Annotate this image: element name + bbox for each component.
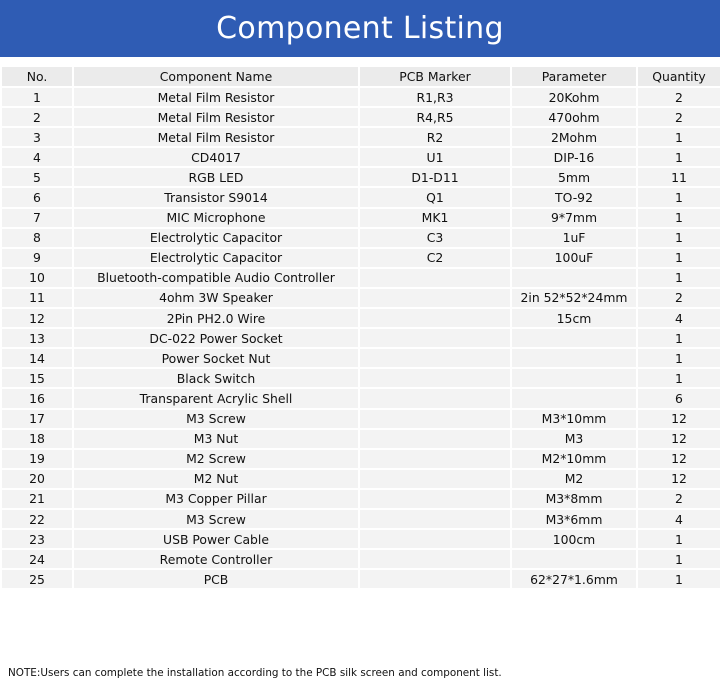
cell-no: 21: [1, 489, 73, 509]
cell-component-name: Electrolytic Capacitor: [73, 228, 359, 248]
cell-no: 25: [1, 569, 73, 589]
cell-no: 20: [1, 469, 73, 489]
cell-component-name: Bluetooth-compatible Audio Controller: [73, 268, 359, 288]
cell-pcb-marker: [359, 268, 511, 288]
table-row: [1, 429, 720, 449]
cell-component-name: M3 Screw: [73, 409, 359, 429]
table-row: [1, 368, 720, 388]
cell-quantity: 1: [637, 208, 720, 228]
cell-no: 7: [1, 208, 73, 228]
cell-pcb-marker: Q1: [359, 187, 511, 207]
cell-component-name: CD4017: [73, 147, 359, 167]
cell-component-name: Transparent Acrylic Shell: [73, 388, 359, 408]
cell-pcb-marker: [359, 509, 511, 529]
cell-no: 9: [1, 248, 73, 268]
table-row: [1, 509, 720, 529]
table-row: [1, 107, 720, 127]
table-row: [1, 167, 720, 187]
cell-quantity: 11: [637, 167, 720, 187]
cell-no: 22: [1, 509, 73, 529]
table-row: [1, 228, 720, 248]
cell-pcb-marker: [359, 529, 511, 549]
table-row: [1, 489, 720, 509]
cell-pcb-marker: [359, 449, 511, 469]
cell-no: 13: [1, 328, 73, 348]
cell-parameter: TO-92: [511, 187, 637, 207]
cell-parameter: M3*6mm: [511, 509, 637, 529]
cell-pcb-marker: R2: [359, 127, 511, 147]
column-header-component-name: Component Name: [73, 66, 359, 87]
installation-note: NOTE:Users can complete the installation according to the PCB silk screen and component list.: [8, 667, 502, 679]
cell-quantity: 1: [637, 127, 720, 147]
cell-quantity: 4: [637, 308, 720, 328]
cell-parameter: M2*10mm: [511, 449, 637, 469]
table-row: [1, 248, 720, 268]
cell-parameter: 62*27*1.6mm: [511, 569, 637, 589]
cell-parameter: 15cm: [511, 308, 637, 328]
cell-parameter: 470ohm: [511, 107, 637, 127]
cell-parameter: 5mm: [511, 167, 637, 187]
cell-no: 12: [1, 308, 73, 328]
cell-quantity: 1: [637, 569, 720, 589]
cell-no: 4: [1, 147, 73, 167]
component-table-container: [0, 65, 720, 590]
cell-component-name: Black Switch: [73, 368, 359, 388]
cell-quantity: 1: [637, 328, 720, 348]
table-row: [1, 308, 720, 328]
table-row: [1, 127, 720, 147]
cell-quantity: 6: [637, 388, 720, 408]
cell-parameter: [511, 368, 637, 388]
cell-quantity: 2: [637, 87, 720, 107]
title-banner: [0, 0, 720, 57]
cell-quantity: 2: [637, 489, 720, 509]
page-title: Component Listing: [216, 11, 504, 46]
cell-component-name: Remote Controller: [73, 549, 359, 569]
table-row: [1, 529, 720, 549]
cell-parameter: M3*10mm: [511, 409, 637, 429]
column-header-no: No.: [1, 66, 73, 87]
cell-pcb-marker: C2: [359, 248, 511, 268]
table-row: [1, 449, 720, 469]
table-row: [1, 388, 720, 408]
cell-no: 6: [1, 187, 73, 207]
cell-parameter: M2: [511, 469, 637, 489]
cell-parameter: M3: [511, 429, 637, 449]
cell-pcb-marker: U1: [359, 147, 511, 167]
cell-quantity: 1: [637, 529, 720, 549]
column-header-pcb-marker: PCB Marker: [359, 66, 511, 87]
table-row: [1, 569, 720, 589]
cell-pcb-marker: [359, 288, 511, 308]
cell-parameter: [511, 328, 637, 348]
cell-component-name: Transistor S9014: [73, 187, 359, 207]
cell-pcb-marker: [359, 569, 511, 589]
cell-no: 18: [1, 429, 73, 449]
cell-quantity: 12: [637, 409, 720, 429]
cell-no: 11: [1, 288, 73, 308]
cell-component-name: Metal Film Resistor: [73, 107, 359, 127]
cell-pcb-marker: [359, 388, 511, 408]
cell-quantity: 12: [637, 429, 720, 449]
cell-no: 5: [1, 167, 73, 187]
cell-component-name: 2Pin PH2.0 Wire: [73, 308, 359, 328]
cell-component-name: DC-022 Power Socket: [73, 328, 359, 348]
cell-pcb-marker: MK1: [359, 208, 511, 228]
cell-parameter: 2Mohm: [511, 127, 637, 147]
cell-component-name: Power Socket Nut: [73, 348, 359, 368]
cell-pcb-marker: [359, 469, 511, 489]
cell-no: 17: [1, 409, 73, 429]
cell-component-name: 4ohm 3W Speaker: [73, 288, 359, 308]
cell-parameter: [511, 549, 637, 569]
table-body: [1, 87, 720, 589]
cell-pcb-marker: R1,R3: [359, 87, 511, 107]
cell-parameter: 1uF: [511, 228, 637, 248]
cell-quantity: 1: [637, 549, 720, 569]
cell-parameter: DIP-16: [511, 147, 637, 167]
table-row: [1, 328, 720, 348]
cell-quantity: 4: [637, 509, 720, 529]
cell-parameter: [511, 348, 637, 368]
cell-component-name: MIC Microphone: [73, 208, 359, 228]
cell-pcb-marker: D1-D11: [359, 167, 511, 187]
column-header-quantity: Quantity: [637, 66, 720, 87]
cell-quantity: 12: [637, 449, 720, 469]
cell-no: 8: [1, 228, 73, 248]
cell-no: 14: [1, 348, 73, 368]
cell-no: 1: [1, 87, 73, 107]
cell-pcb-marker: [359, 368, 511, 388]
cell-pcb-marker: [359, 549, 511, 569]
cell-no: 16: [1, 388, 73, 408]
cell-parameter: 2in 52*52*24mm: [511, 288, 637, 308]
cell-no: 2: [1, 107, 73, 127]
table-row: [1, 348, 720, 368]
cell-component-name: Metal Film Resistor: [73, 127, 359, 147]
column-header-parameter: Parameter: [511, 66, 637, 87]
cell-component-name: Metal Film Resistor: [73, 87, 359, 107]
cell-pcb-marker: R4,R5: [359, 107, 511, 127]
table-row: [1, 187, 720, 207]
component-table: [0, 65, 720, 590]
cell-parameter: 100uF: [511, 248, 637, 268]
cell-component-name: RGB LED: [73, 167, 359, 187]
cell-no: 24: [1, 549, 73, 569]
cell-no: 23: [1, 529, 73, 549]
cell-pcb-marker: [359, 308, 511, 328]
cell-quantity: 1: [637, 348, 720, 368]
table-row: [1, 208, 720, 228]
cell-no: 3: [1, 127, 73, 147]
cell-quantity: 2: [637, 107, 720, 127]
cell-parameter: 20Kohm: [511, 87, 637, 107]
cell-quantity: 1: [637, 248, 720, 268]
table-row: [1, 268, 720, 288]
cell-quantity: 2: [637, 288, 720, 308]
cell-component-name: Electrolytic Capacitor: [73, 248, 359, 268]
cell-parameter: [511, 268, 637, 288]
cell-pcb-marker: [359, 348, 511, 368]
table-row: [1, 147, 720, 167]
table-row: [1, 288, 720, 308]
cell-parameter: 100cm: [511, 529, 637, 549]
cell-component-name: M2 Screw: [73, 449, 359, 469]
table-row: [1, 469, 720, 489]
cell-pcb-marker: [359, 489, 511, 509]
cell-pcb-marker: [359, 409, 511, 429]
cell-quantity: 1: [637, 368, 720, 388]
table-header-row: [1, 66, 720, 87]
cell-component-name: M3 Copper Pillar: [73, 489, 359, 509]
cell-quantity: 1: [637, 187, 720, 207]
cell-component-name: M2 Nut: [73, 469, 359, 489]
cell-quantity: 12: [637, 469, 720, 489]
cell-no: 19: [1, 449, 73, 469]
cell-quantity: 1: [637, 268, 720, 288]
cell-no: 10: [1, 268, 73, 288]
table-row: [1, 549, 720, 569]
cell-pcb-marker: C3: [359, 228, 511, 248]
cell-component-name: PCB: [73, 569, 359, 589]
cell-no: 15: [1, 368, 73, 388]
cell-parameter: M3*8mm: [511, 489, 637, 509]
cell-component-name: M3 Nut: [73, 429, 359, 449]
table-row: [1, 409, 720, 429]
cell-component-name: USB Power Cable: [73, 529, 359, 549]
cell-pcb-marker: [359, 328, 511, 348]
cell-parameter: 9*7mm: [511, 208, 637, 228]
cell-quantity: 1: [637, 147, 720, 167]
cell-parameter: [511, 388, 637, 408]
cell-quantity: 1: [637, 228, 720, 248]
cell-pcb-marker: [359, 429, 511, 449]
cell-component-name: M3 Screw: [73, 509, 359, 529]
table-row: [1, 87, 720, 107]
